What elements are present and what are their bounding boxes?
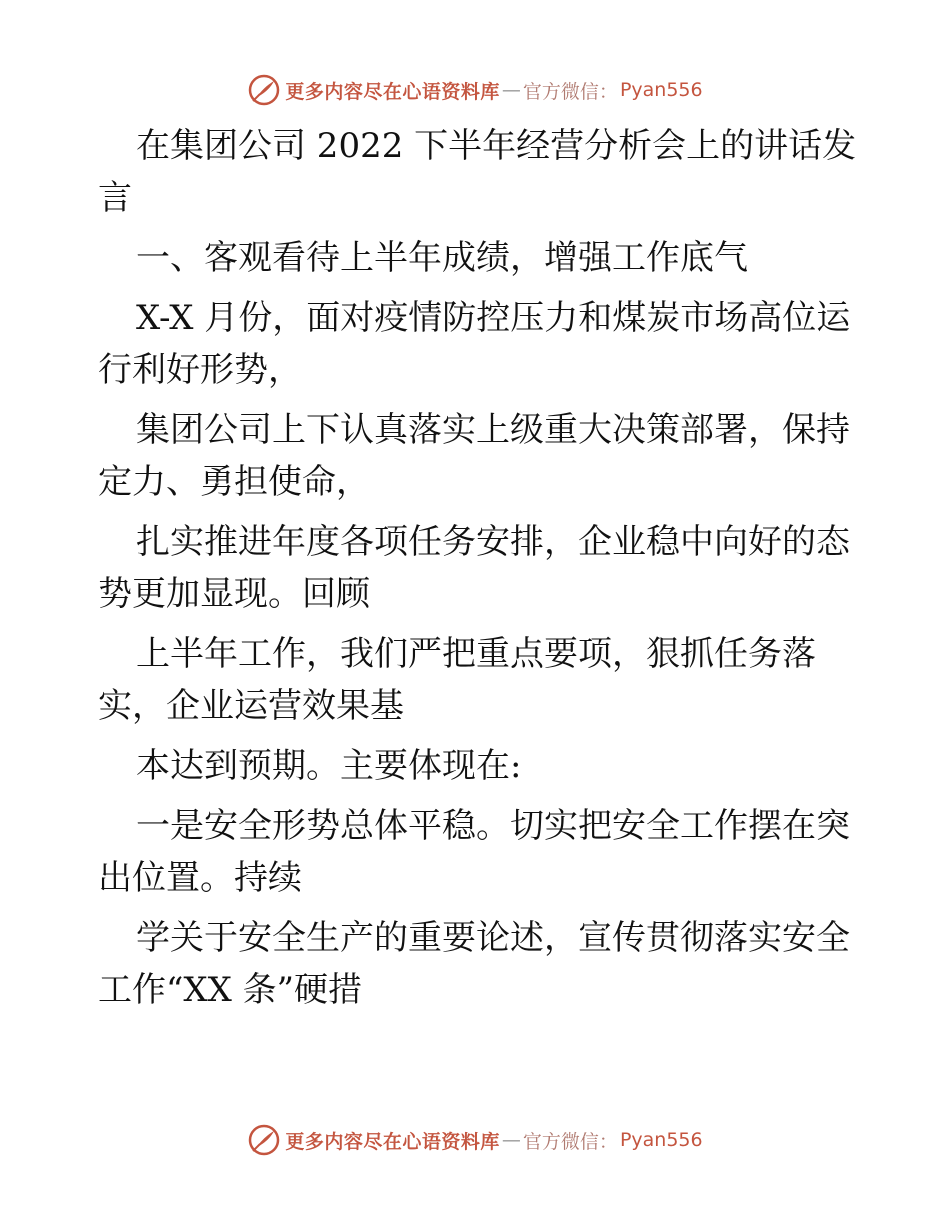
footer-watermark — [0, 1120, 950, 1160]
header-watermark — [0, 70, 950, 110]
paragraph: 集团公司上下认真落实上级重大决策部署，保持定力、勇担使命， — [98, 410, 850, 502]
feather-circle-icon — [247, 1123, 281, 1157]
watermark-tail-text: 官方微信： — [522, 80, 618, 103]
paragraph: 学关于安全生产的重要论述，宣传贯彻落实安全工作“XX 条”硬措 — [98, 918, 850, 1010]
paragraph: 扎实推进年度各项任务安排，企业稳中向好的态势更加显现。回顾 — [98, 522, 850, 614]
feather-circle-icon — [247, 73, 281, 107]
watermark-dash: — — [501, 1129, 521, 1151]
watermark-wechat-id: Pyan556 — [619, 79, 703, 101]
paragraph: X-X 月份，面对疫情防控压力和煤炭市场高位运行利好形势， — [98, 298, 851, 390]
document-title: 在集团公司 2022 下半年经营分析会上的讲话发言 — [98, 126, 857, 218]
paragraph: 一是安全形势总体平稳。切实把安全工作摆在突出位置。持续 — [98, 806, 850, 898]
watermark-brand-text: 更多内容尽在心语资料库 — [285, 1130, 500, 1153]
watermark-dash: — — [501, 79, 521, 101]
watermark-wechat-id: Pyan556 — [619, 1129, 703, 1151]
document-body — [98, 120, 858, 1024]
paragraph: 一、客观看待上半年成绩，增强工作底气 — [136, 238, 748, 278]
paragraph: 上半年工作，我们严把重点要项，狠抓任务落实，企业运营效果基 — [98, 634, 816, 726]
watermark-brand-text: 更多内容尽在心语资料库 — [285, 80, 500, 103]
paragraph: 本达到预期。主要体现在: — [136, 746, 522, 786]
watermark-tail-text: 官方微信： — [522, 1130, 618, 1153]
